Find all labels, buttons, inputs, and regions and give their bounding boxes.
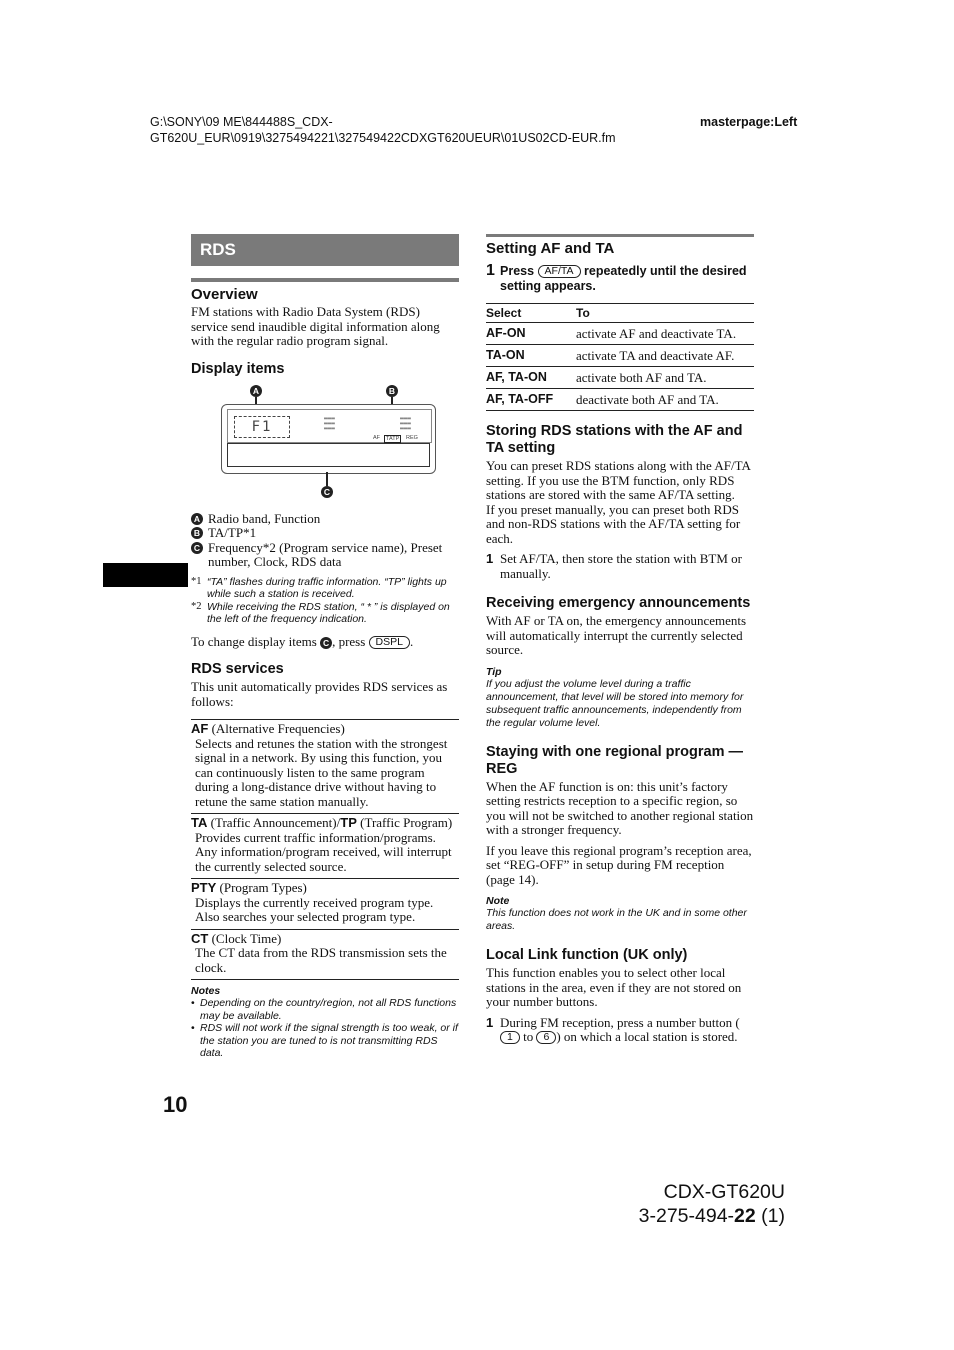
to-cell: activate AF and deactivate TA. [576,323,754,345]
section-title-bar: RDS [191,234,459,266]
lcd-tp-text: TP [392,435,400,442]
part-code-suffix: (1) [755,1205,785,1227]
table-header-row [486,304,754,323]
right-column [486,234,754,1045]
service-description: Displays the currently received program type. Also searches your selected program type. [195,894,434,924]
service-code: PTY [191,880,217,895]
service-name: (Clock Time) [208,930,282,946]
lcd-dim-digits-2: ▬▬▬ ▬▬▬ ▬▬▬ [400,414,411,432]
step-number: 1 [486,1014,494,1030]
model-name: CDX-GT620U [663,1181,785,1203]
legend-mark: B [191,527,203,539]
lcd-reg-indicator: REG [406,434,418,441]
dspl-button-label: DSPL [369,636,410,649]
service-term [191,932,459,947]
callout-c: C [321,486,333,498]
service-code: CT [191,930,209,946]
tip-text: If you adjust the volume level during a traffic announcement, that level will be stored into memory for subsequent traffic announcements, independently from the regular volume level. [486,677,744,729]
select-cell: AF, TA-ON [486,367,576,389]
step-text-part: During FM reception, press a number button ( [500,1014,740,1030]
storing-text-1: You can preset RDS stations along with the AF/TA setting. If you use the BTM function, only RDS stations are stored with the same AF/TA setting. [486,458,751,502]
service-name: (Traffic Program) [356,815,453,830]
file-path-line-2: GT620U_EUR\0919\3275494221\327549422CDXGT620UEUR\01US02CD-EUR.fm [150,130,616,145]
note-text: RDS will not work if the signal strength is too weak, or if the station you are tuned to is not transmitting RDS data. [200,1022,458,1059]
service-code: TA [191,815,208,830]
file-path-line-1: G:\SONY\09 ME\844488S_CDX- [150,115,333,129]
note-item [191,997,459,1022]
step-1 [486,264,754,293]
legend-text: Frequency*2 (Program service name), Preset number, Clock, RDS data [208,539,443,569]
service-entry-pty [191,878,459,929]
service-entry-ta-tp [191,813,459,878]
footnote-number: *1 [191,575,202,587]
local-link-text: This function enables you to select other local stations in the area, even if they are not stored on your number buttons. [486,965,742,1009]
column-header-select: Select [486,304,576,323]
footnote-text: While receiving the RDS station, “ * ” is displayed on the left of the frequency indication. [207,600,450,625]
table-row [486,389,754,411]
callout-b: B [386,385,398,397]
note-text: Depending on the country/region, not all RDS functions may be available. [200,997,457,1022]
lcd-af-indicator: AF [373,434,381,441]
model-block [600,1180,785,1228]
bullet: • [191,1022,195,1034]
instruction-text: To change display items [191,633,317,649]
number-button-1-label: 1 [500,1031,520,1044]
number-button-6-label: 6 [536,1031,556,1044]
storing-text-2: If you preset manually, you can preset both RDS and non-RDS stations with the AF/TA setting for each. [486,501,741,546]
divider [486,234,754,237]
emergency-heading: Receiving emergency announcements [486,595,751,611]
lcd-panel [221,404,436,474]
step-text-part: to [519,1029,537,1044]
service-name: (Program Types) [216,880,307,895]
callout-c-inline: C [320,637,332,649]
table-row [486,323,754,345]
display-legend [191,512,459,570]
service-code: TP [340,815,357,830]
part-code [600,1204,785,1228]
step-text-part: Press [500,264,535,278]
divider [191,278,459,282]
footnotes [191,576,459,626]
regional-text-2: If you leave this regional program’s reception area, set “REG-OFF” in setup during FM reception (page 14). [486,842,752,887]
service-term [191,722,459,737]
lcd-ta-indicator [384,435,401,443]
regional-heading: Staying with one regional program — REG [486,743,743,777]
lcd-lower-display [227,443,430,467]
display-diagram [191,384,459,504]
note-heading: Note [486,895,510,907]
storing-heading: Storing RDS stations with the AF and TA setting [486,423,743,456]
rds-services-intro: This unit automatically provides RDS services as follows: [191,679,448,709]
change-display-instruction [191,635,459,650]
service-name: (Traffic Announcement)/ [207,815,341,830]
table-row [486,345,754,367]
callout-a: A [250,385,262,397]
step-text: Set AF/TA, then store the station with BTM or manually. [500,551,742,581]
part-code-prefix: 3-275-494- [638,1205,735,1227]
file-path-header [150,115,670,146]
footnote-number: *2 [191,600,202,612]
setting-af-ta-heading: Setting AF and TA [486,240,615,257]
service-term [191,816,459,831]
overview-heading: Overview [191,286,258,303]
lcd-dim-digits-1: ▬▬▬ ▬▬▬ ▬▬▬ [324,414,335,432]
page-number: 10 [163,1092,188,1117]
instruction-text: , press [332,633,366,649]
notes-heading: Notes [191,985,221,997]
storing-step [486,552,754,581]
local-link-heading: Local Link function (UK only) [486,947,688,963]
legend-mark: C [191,542,203,554]
footnote [191,576,459,601]
legend-item [191,526,459,541]
part-code-bold: 22 [734,1205,756,1227]
step-number: 1 [486,551,494,566]
af-ta-settings-table [486,303,754,411]
step-number: 1 [486,262,495,279]
legend-mark: A [191,513,203,525]
footnote-text: “TA” flashes during traffic information. “TP” lights up while such a station is received. [207,575,447,600]
step-text [500,1016,754,1045]
service-name: (Alternative Frequencies) [208,721,345,736]
lcd-upper-area [227,409,432,443]
instruction-text: . [409,633,414,649]
legend-item [191,512,459,527]
service-entry-ct [191,929,459,981]
step-text-part: ) on which a local station is stored. [556,1029,738,1044]
rds-services-heading: RDS services [191,661,284,677]
local-link-step [486,1016,754,1045]
service-description: Provides current traffic information/programs. Any information/program received, will interrupt the currently selected source. [195,829,452,874]
service-description: The CT data from the RDS transmission sets the clock. [195,945,447,975]
bullet: • [191,997,195,1009]
tip-heading: Tip [486,665,502,678]
display-items-heading: Display items [191,360,285,377]
service-description: Selects and retunes the station with the strongest signal in a network. By using this function, you can continuously listen to the same program during a long-distance drive without having to retune the same station manually. [195,735,448,809]
to-cell: activate both AF and TA. [576,367,754,389]
to-cell: deactivate both AF and TA. [576,389,754,411]
masterpage-label: masterpage:Left [700,115,798,129]
service-code: AF [191,721,209,736]
step-text-part: repeatedly until the desired setting appears. [500,264,747,293]
overview-text: FM stations with Radio Data System (RDS) service send inaudible digital information along with the regular radio program signal. [191,304,440,348]
note-text: This function does not work in the UK and in some other areas. [486,907,747,932]
select-cell: TA-ON [486,345,576,367]
legend-item [191,541,459,570]
service-term [191,881,459,896]
emergency-text: With AF or TA on, the emergency announcements will automatically interrupt the currently selected source. [486,613,747,657]
note-item [191,1022,459,1060]
select-cell: AF-ON [486,323,576,345]
regional-text-1: When the AF function is on: this unit’s factory setting restricts reception to a specific region, so you will not be switched to another regional station with a stronger frequency. [486,778,754,837]
column-header-to: To [576,304,754,323]
select-cell: AF, TA-OFF [486,389,576,411]
legend-text: Radio band, Function [208,510,321,526]
lcd-ta-text: TA [386,435,393,442]
service-entry-af [191,719,459,813]
table-row [486,367,754,389]
lcd-band-segment: F1 [234,416,290,438]
legend-text: TA/TP*1 [208,525,257,540]
footnote [191,601,459,626]
af-ta-button-label: AF/TA [538,265,581,278]
to-cell: activate TA and deactivate AF. [576,345,754,367]
services-list [191,719,459,980]
step-text [500,264,754,293]
section-tab-marker [103,563,188,587]
left-column [191,234,459,1060]
callout-line-c [326,472,328,486]
